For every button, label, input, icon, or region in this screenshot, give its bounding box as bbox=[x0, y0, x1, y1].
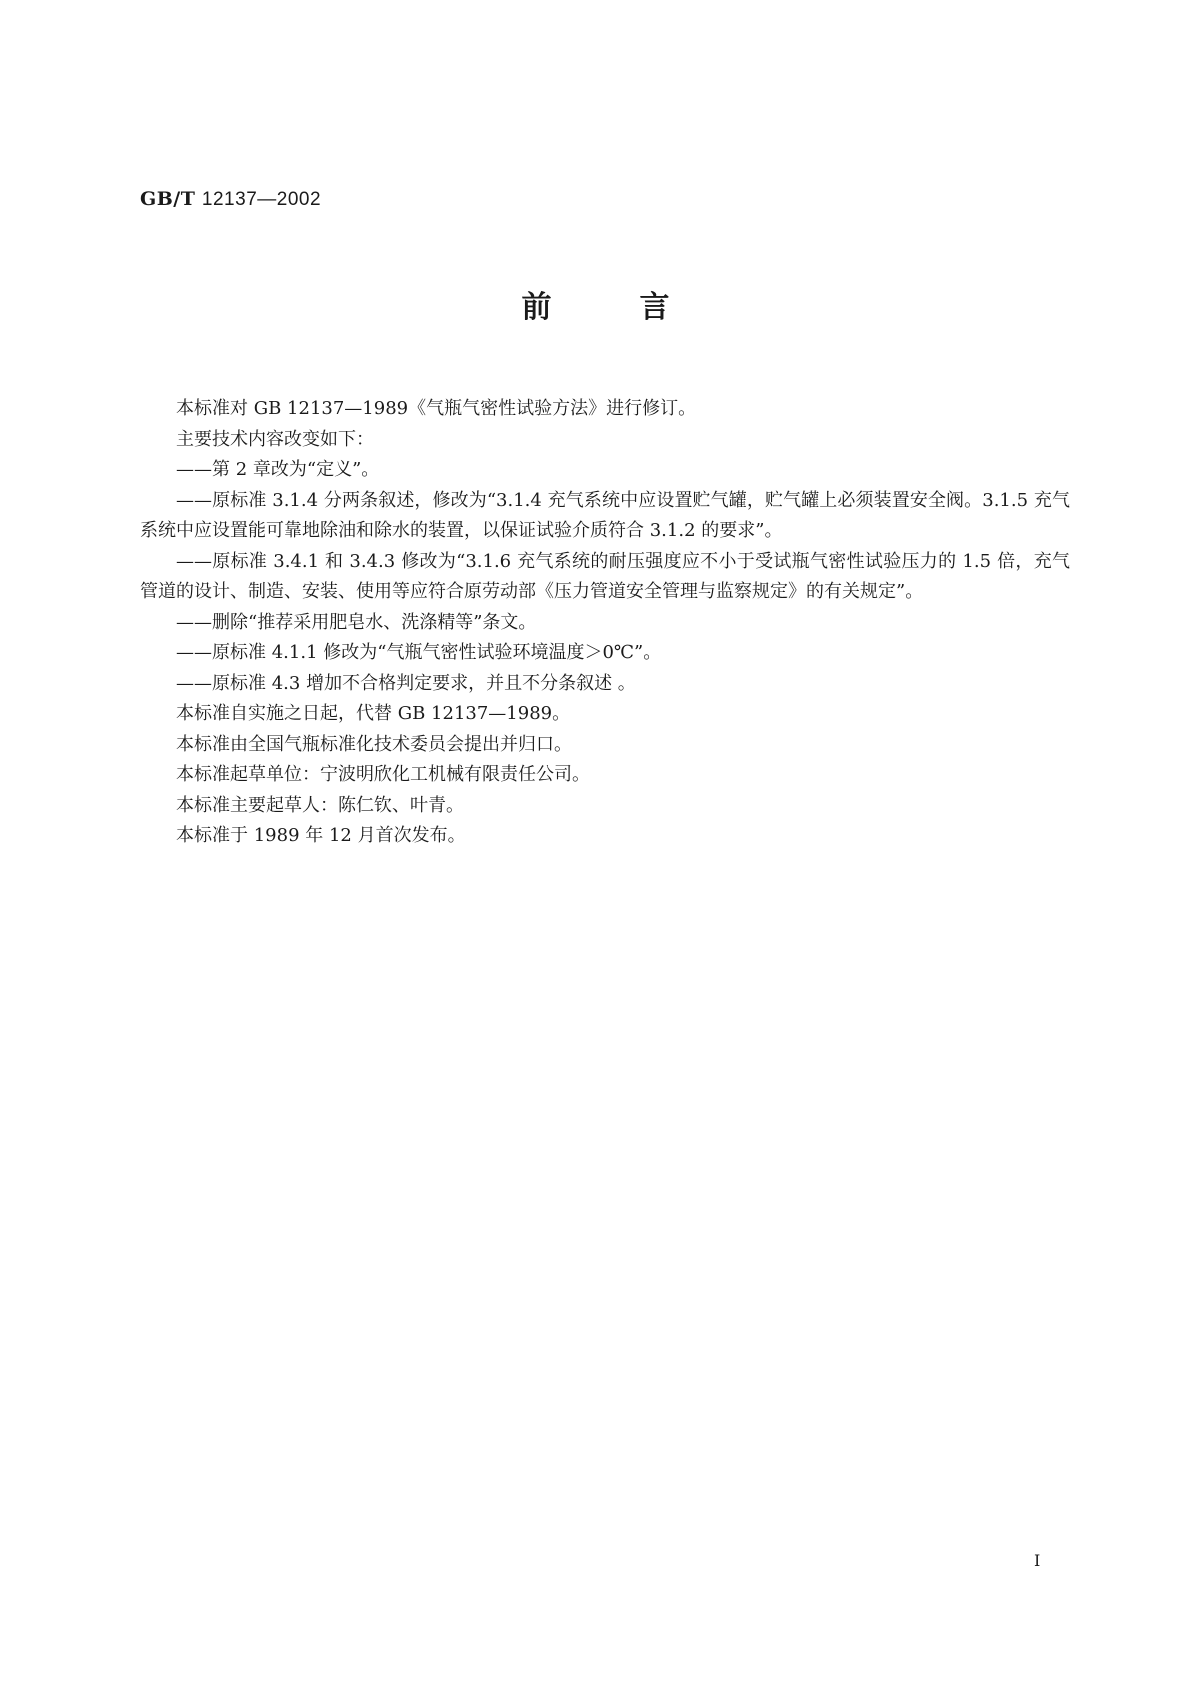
paragraph: 本标准自实施之日起，代替 GB 12137—1989。 bbox=[176, 703, 571, 724]
page-number: I bbox=[1034, 1551, 1041, 1570]
paragraph: ——删除“推荐采用肥皂水、洗涤精等”条文。 bbox=[176, 611, 537, 633]
paragraph: 本标准于 1989 年 12 月首次发布。 bbox=[176, 825, 466, 846]
paragraph: 本标准由全国气瓶标准化技术委员会提出并归口。 bbox=[176, 733, 572, 755]
paragraph: ——原标准 3.1.4 分两条叙述，修改为“3.1.4 充气系统中应设置贮气罐，贮气罐上必须装置安全阀。3.1.5 充气系统中应设置能可靠地除油和除水的装置，以保证试验介质符合 3.1.2 的要求”。 bbox=[140, 489, 1070, 541]
paragraph: 本标准主要起草人：陈仁钦、叶青。 bbox=[176, 794, 464, 816]
standard-prefix: GB/T bbox=[140, 188, 196, 210]
paragraph: 主要技术内容改变如下： bbox=[176, 428, 374, 450]
paragraph: ——第 2 章改为“定义”。 bbox=[176, 459, 380, 480]
standard-code: 12137—2002 bbox=[201, 189, 322, 210]
paragraph: ——原标准 4.1.1 修改为“气瓶气密性试验环境温度＞0℃”。 bbox=[176, 642, 662, 663]
paragraph: 本标准对 GB 12137—1989《气瓶气密性试验方法》进行修订。 bbox=[176, 398, 697, 419]
page-title: 前言 bbox=[521, 290, 758, 325]
standard-number bbox=[140, 188, 321, 211]
foreword-body bbox=[140, 394, 1070, 852]
paragraph: ——原标准 4.3 增加不合格判定要求，并且不分条叙述 。 bbox=[176, 672, 636, 694]
paragraph: ——原标准 3.4.1 和 3.4.3 修改为“3.1.6 充气系统的耐压强度应不小于受试瓶气密性试验压力的 1.5 倍，充气管道的设计、制造、安装、使用等应符合原劳动部《压力管道安全管理与监察规定》的有关规定”。 bbox=[140, 550, 1070, 602]
paragraph: 本标准起草单位：宁波明欣化工机械有限责任公司。 bbox=[176, 764, 590, 785]
